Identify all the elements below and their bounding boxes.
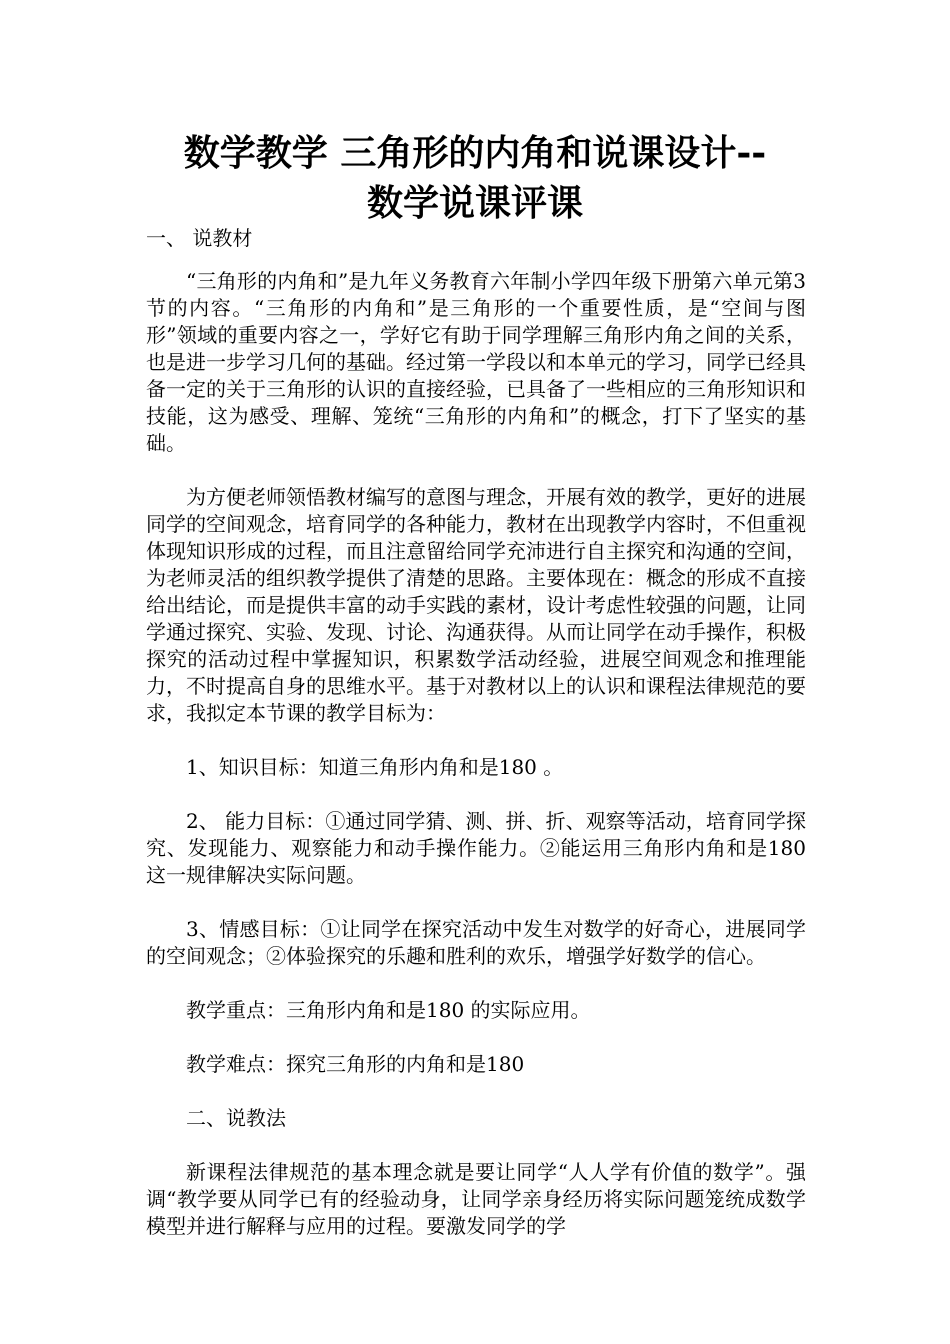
paragraph-teaching-method: 新课程法律规范的基本理念就是要让同学“人人学有价值的数学”。强调“教学要从同学已有的经验动身，让同学亲身经历将实际问题笼统成数学模型并进行解释与应用的过程。要激发同学的学 bbox=[146, 1160, 806, 1238]
paragraph-ability-goal: 2、 能力目标：①通过同学猜、测、拼、折、观察等活动，培育同学探究、发现能力、观察能力和动手操作能力。②能运用三角形内角和是180 这一规律解决实际问题。 bbox=[146, 809, 806, 887]
title-line-1: 数学教学 三角形的内角和说课设计-- bbox=[183, 132, 767, 174]
paragraph-emotion-goal: 3、情感目标：①让同学在探究活动中发生对数学的好奇心，进展同学的空间观念；②体验探究的乐趣和胜利的欢乐，增强学好数学的信心。 bbox=[146, 917, 806, 968]
paragraph-textbook-design: 为方便老师领悟教材编写的意图与理念，开展有效的教学，更好的进展同学的空间观念，培育同学的各种能力，教材在出现教学内容时，不但重视体现知识形成的过程，而且注意留给同学充沛进行自主探究和沟通的空间，为老师灵活的组织教学提供了清楚的思路。主要体现在：概念的形成不直接给出结论，而是提供丰富的动手实践的素材，设计考虑性较强的问题，让同学通过探究、实验、发现、讨论、沟通获得。从而让同学在动手操作，积极探究的活动过程中掌握知识，积累数学活动经验，进展空间观念和推理能力，不时提高自身的思维水平。基于对教材以上的认识和课程法律规范的要求，我拟定本节课的教学目标为： bbox=[146, 485, 806, 725]
section-heading-teaching-method: 二、说教法 bbox=[186, 1106, 286, 1130]
title-line-2: 数学说课评课 bbox=[366, 182, 583, 224]
paragraph-knowledge-goal: 1、知识目标：知道三角形内角和是180 。 bbox=[186, 755, 564, 779]
section-heading-textbook: 一、 说教材 bbox=[146, 226, 253, 250]
paragraph-key-point: 教学重点：三角形内角和是180 的实际应用。 bbox=[186, 998, 591, 1022]
paragraph-difficulty: 教学难点：探究三角形的内角和是180 bbox=[186, 1052, 525, 1076]
document-title bbox=[120, 128, 830, 228]
document-body bbox=[146, 268, 806, 1267]
paragraph-textbook-intro: “三角形的内角和”是九年义务教育六年制小学四年级下册第六单元第3节的内容。“三角形的内角和”是三角形的一个重要性质，是“空间与图形”领域的重要内容之一，学好它有助于同学理解三角形内角之间的关系，也是进一步学习几何的基础。经过第一学段以和本单元的学习，同学已经具备一定的关于三角形的认识的直接经验，已具备了一些相应的三角形知识和技能，这为感受、理解、笼统“三角形的内角和”的概念，打下了坚实的基础。 bbox=[146, 269, 806, 455]
